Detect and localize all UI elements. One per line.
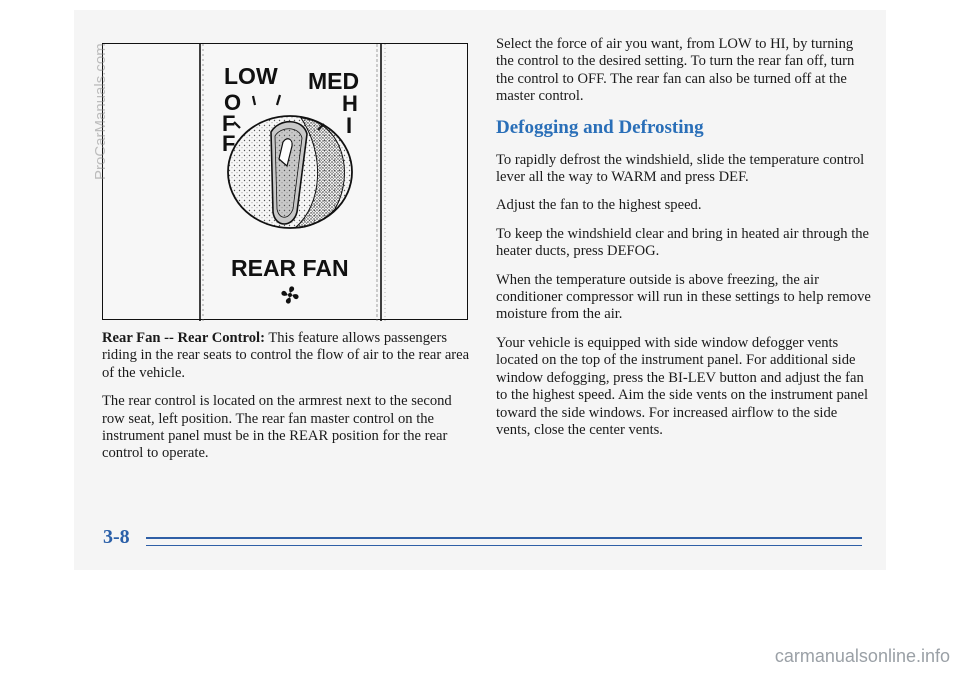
section-heading: Defogging and Defrosting [496,116,704,138]
footer-watermark: carmanualsonline.info [774,646,950,666]
footer-rule [146,537,862,539]
defrost-paragraph: To rapidly defrost the windshield, slide the temperature control lever all the way to WARM and press DEF. [496,151,865,186]
fan-speed-instruction: Adjust the fan to the highest speed. [496,197,702,214]
side-window-defogger-paragraph: Your vehicle is equipped with side window defogger vents located on the top of the instrument panel. For additional side window defogging, press the BI-LEV button and adjust the fan to the highest speed. Aim the side vents on the instrument panel toward the side windows. For increased airflow to the side vents, close the center vents. [496,334,869,438]
left-column [102,330,474,474]
right-column [496,36,874,450]
rear-fan-heading: Rear Fan -- Rear Control: [102,330,265,346]
defog-paragraph: To keep the windshield clear and bring in heated air through the heater ducts, press DEFOG. [496,225,870,260]
rear-control-location-paragraph: The rear control is located on the armrest next to the second row seat, left position. The rear fan master control on the instrument panel must be in the REAR position for the rear control to operate. [102,393,452,462]
low-label: LOW [224,63,278,89]
fan-speed-paragraph: Select the force of air you want, from LOW to HI, by turning the control to the desired setting. To turn the rear fan off, turn the control to OFF. The rear fan can also be turned off at the master control. [496,36,855,105]
rear-fan-description: This feature allows passengers riding in the rear seats to control the flow of air to the rear area of the vehicle. [102,330,470,381]
off-label-f2: F [222,131,236,156]
med-label: MED [308,68,360,94]
off-label-f1: F [222,111,236,136]
rear-fan-paragraph [102,330,474,382]
vertical-watermark: ProCarManuals.com [92,43,109,180]
footer-rule-thin [146,545,862,546]
fan-icon [279,284,301,306]
hi-label-h: H [342,91,358,116]
page-number: 3-8 [103,526,130,548]
off-label-o: O [224,90,242,115]
compressor-paragraph: When the temperature outside is above freezing, the air conditioner compressor will run in these settings to help remove moisture from the air. [496,271,871,323]
hi-label-i: I [346,113,353,138]
rear-fan-label: REAR FAN [231,255,349,281]
rear-fan-control-illustration [102,43,468,320]
